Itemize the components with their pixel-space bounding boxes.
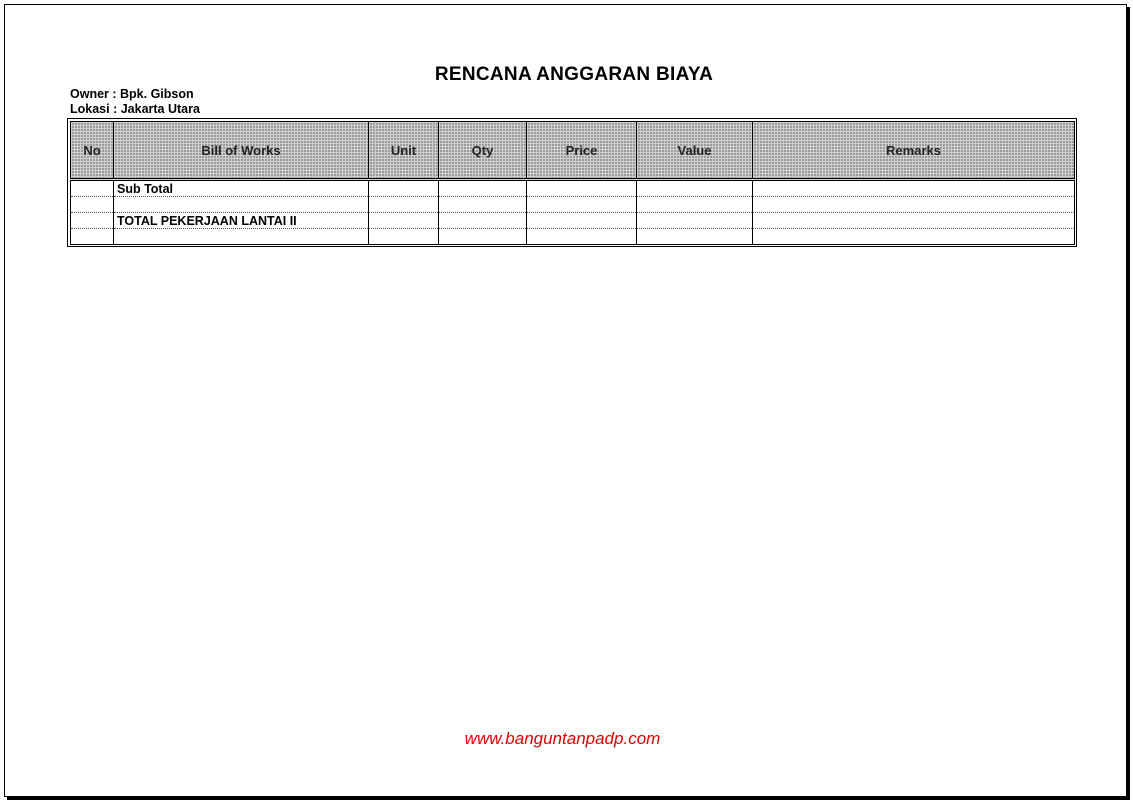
cell-no	[71, 213, 114, 229]
cell-qty	[439, 197, 527, 213]
cell-qty	[439, 180, 527, 197]
header-bill-of-works: Bill of Works	[114, 122, 369, 180]
cell-remarks	[753, 197, 1075, 213]
cell-no	[71, 229, 114, 245]
cell-value	[637, 197, 753, 213]
table-header-row	[71, 122, 1075, 180]
cell-unit	[369, 213, 439, 229]
table-row	[71, 213, 1075, 229]
cell-value	[637, 229, 753, 245]
table-row	[71, 229, 1075, 245]
table-row	[71, 180, 1075, 197]
header-unit: Unit	[369, 122, 439, 180]
footer-website-link[interactable]: www.banguntanpadp.com	[464, 729, 661, 748]
budget-table-frame	[67, 118, 1077, 247]
cell-unit	[369, 229, 439, 245]
cell-bill-of-works: TOTAL PEKERJAAN LANTAI II	[114, 213, 369, 229]
header-qty: Qty	[439, 122, 527, 180]
cell-price	[527, 229, 637, 245]
header-value: Value	[637, 122, 753, 180]
cell-qty	[439, 213, 527, 229]
cell-bill-of-works: Sub Total	[114, 180, 369, 197]
cell-value	[637, 213, 753, 229]
cell-value	[637, 180, 753, 197]
cell-price	[527, 197, 637, 213]
cell-unit	[369, 197, 439, 213]
location-label: Lokasi : Jakarta Utara	[70, 102, 200, 116]
cell-price	[527, 180, 637, 197]
cell-bill-of-works	[114, 197, 369, 213]
header-remarks: Remarks	[753, 122, 1075, 180]
cell-no	[71, 180, 114, 197]
cell-qty	[439, 229, 527, 245]
document-title: RENCANA ANGGARAN BIAYA	[434, 64, 714, 85]
header-no: No	[71, 122, 114, 180]
cell-remarks	[753, 180, 1075, 197]
owner-label: Owner : Bpk. Gibson	[70, 87, 194, 101]
header-price: Price	[527, 122, 637, 180]
cell-unit	[369, 180, 439, 197]
cell-no	[71, 197, 114, 213]
cell-remarks	[753, 229, 1075, 245]
cell-remarks	[753, 213, 1075, 229]
cell-bill-of-works	[114, 229, 369, 245]
budget-table	[70, 121, 1075, 245]
cell-price	[527, 213, 637, 229]
table-row	[71, 197, 1075, 213]
